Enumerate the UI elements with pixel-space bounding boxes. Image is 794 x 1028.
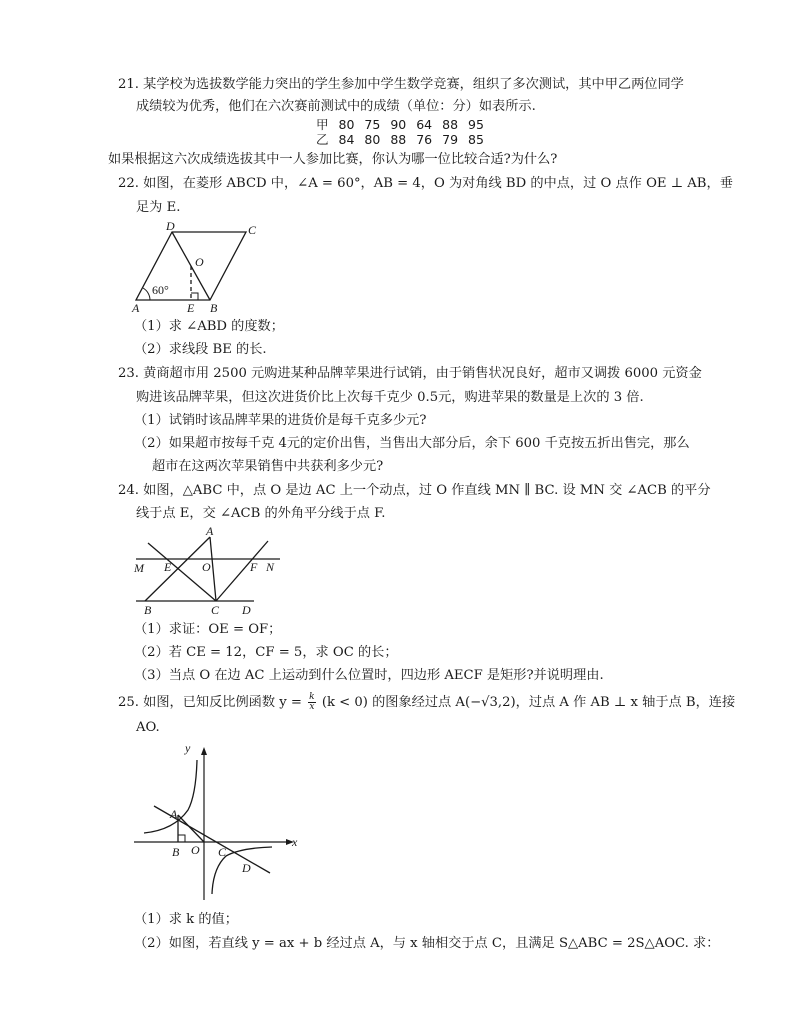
q25-line1 <box>118 693 735 713</box>
q22-line1: 22. 如图，在菱形 ABCD 中，∠A = 60°，AB = 4，O 为对角线 BD 的中点，过 O 点作 OE ⊥ AB，垂 <box>118 176 733 191</box>
label-n: N <box>266 560 275 574</box>
label-f: F <box>250 560 258 574</box>
label-m: M <box>134 561 144 575</box>
label-b: B <box>210 301 218 315</box>
bisector-cf <box>216 541 268 601</box>
q25-sub1: （1）求 k 的值； <box>134 912 238 927</box>
y-axis-arrow-icon <box>201 747 207 755</box>
label-o: O <box>191 843 200 857</box>
right-angle-mark <box>178 835 185 842</box>
q25-sub2: （2）如图，若直线 y = ax + b 经过点 A，与 x 轴相交于点 C，且满足 S△ABC = 2S△AOC. 求： <box>134 936 720 951</box>
q24-line2: 线于点 E，交 ∠ACB 的外角平分线于点 F. <box>136 506 386 521</box>
table-cell: 84 <box>338 132 355 147</box>
fraction-denominator: x <box>309 702 315 712</box>
table-cell: 乙 <box>316 132 329 147</box>
q21-line1: 21. 某学校为选拔数学能力突出的学生参加中学生数学竞赛，组织了多次测试，其中甲乙两位同学 <box>118 77 684 92</box>
hyperbola-branch-upper <box>144 760 197 833</box>
table-cell: 64 <box>416 117 433 132</box>
q25-graph-figure <box>134 740 304 906</box>
table-cell: 甲 <box>316 117 329 132</box>
table-cell: 79 <box>442 132 459 147</box>
label-a: A <box>206 524 214 538</box>
q22-rhombus-figure <box>128 219 268 315</box>
table-cell: 85 <box>468 132 484 147</box>
q24-sub3: （3）当点 O 在边 AC 上运动到什么位置时，四边形 AECF 是矩形?并说明理由. <box>134 668 604 683</box>
q22-sub2: （2）求线段 BE 的长. <box>134 342 267 357</box>
label-d: D <box>242 603 251 617</box>
label-d: D <box>166 219 175 233</box>
q25-line1-end: (k < 0) 的图象经过点 A(−√3,2)，过点 A 作 AB ⊥ x 轴于点 B，连接 <box>321 695 736 710</box>
label-o: O <box>195 255 204 269</box>
q25-line1-start: 25. 如图，已知反比例函数 y = <box>118 695 302 710</box>
label-e: E <box>187 301 195 315</box>
angle-arc <box>143 288 150 300</box>
table-cell: 88 <box>390 132 407 147</box>
label-c: C <box>218 845 227 859</box>
table-cell: 75 <box>364 117 381 132</box>
label-x: x <box>292 835 298 849</box>
table-cell: 80 <box>364 132 381 147</box>
q25-line2: AO. <box>136 720 160 735</box>
fraction-numerator: k <box>309 692 315 702</box>
q23-line1: 23. 黄商超市用 2500 元购进某种品牌苹果进行试销，由于销售状况良好，超市又调拨 6000 元资金 <box>118 366 702 381</box>
q21-line3: 如果根据这六次成绩选拔其中一人参加比赛，你认为哪一位比较合适?为什么? <box>108 152 558 167</box>
label-angle-60: 60° <box>152 283 169 297</box>
q24-line1: 24. 如图，△ABC 中，点 O 是边 AC 上一个动点，过 O 作直线 MN ∥ BC. 设 MN 交 ∠ACB 的平分 <box>118 483 711 498</box>
q22-line2: 足为 E. <box>136 200 181 215</box>
label-a: A <box>132 301 140 315</box>
q21-line2: 成绩较为优秀，他们在六次赛前测试中的成绩（单位：分）如表所示. <box>136 99 536 114</box>
q23-sub1: （1）试销时该品牌苹果的进货价是每千克多少元? <box>134 413 427 428</box>
table-cell: 88 <box>442 117 459 132</box>
label-b: B <box>144 603 152 617</box>
q21-score-table <box>311 117 489 147</box>
label-y: y <box>185 741 191 755</box>
table-cell: 90 <box>390 117 407 132</box>
q23-sub2a: （2）如果超市按每千克 4元的定价出售，当售出大部分后，余下 600 千克按五折出售完，那么 <box>134 436 690 451</box>
table-cell: 95 <box>468 117 484 132</box>
segment-ao <box>178 815 204 842</box>
label-a: A <box>170 807 178 821</box>
label-e: E <box>164 560 172 574</box>
q23-line2: 购进该品牌苹果，但这次进货价比上次每千克少 0.5元，购进苹果的数量是上次的 3 倍. <box>136 390 644 405</box>
label-c: C <box>211 603 220 617</box>
q22-sub1: （1）求 ∠ABD 的度数； <box>134 319 284 334</box>
table-row <box>311 132 489 147</box>
table-cell: 80 <box>338 117 355 132</box>
fraction-k-over-x <box>308 693 315 712</box>
side-ac <box>210 537 216 601</box>
q24-sub1: （1）求证：OE = OF； <box>134 622 282 637</box>
q24-sub2: （2）若 CE = 12，CF = 5，求 OC 的长； <box>134 645 398 660</box>
label-b: B <box>172 845 180 859</box>
label-o: O <box>202 560 211 574</box>
label-c: C <box>248 223 257 237</box>
right-angle-mark <box>191 293 198 300</box>
q24-triangle-figure <box>128 524 288 616</box>
label-d: D <box>242 861 251 875</box>
table-cell: 76 <box>416 132 433 147</box>
table-row <box>311 117 489 132</box>
q23-sub2b: 超市在这两次苹果销售中共获利多少元? <box>152 459 384 474</box>
